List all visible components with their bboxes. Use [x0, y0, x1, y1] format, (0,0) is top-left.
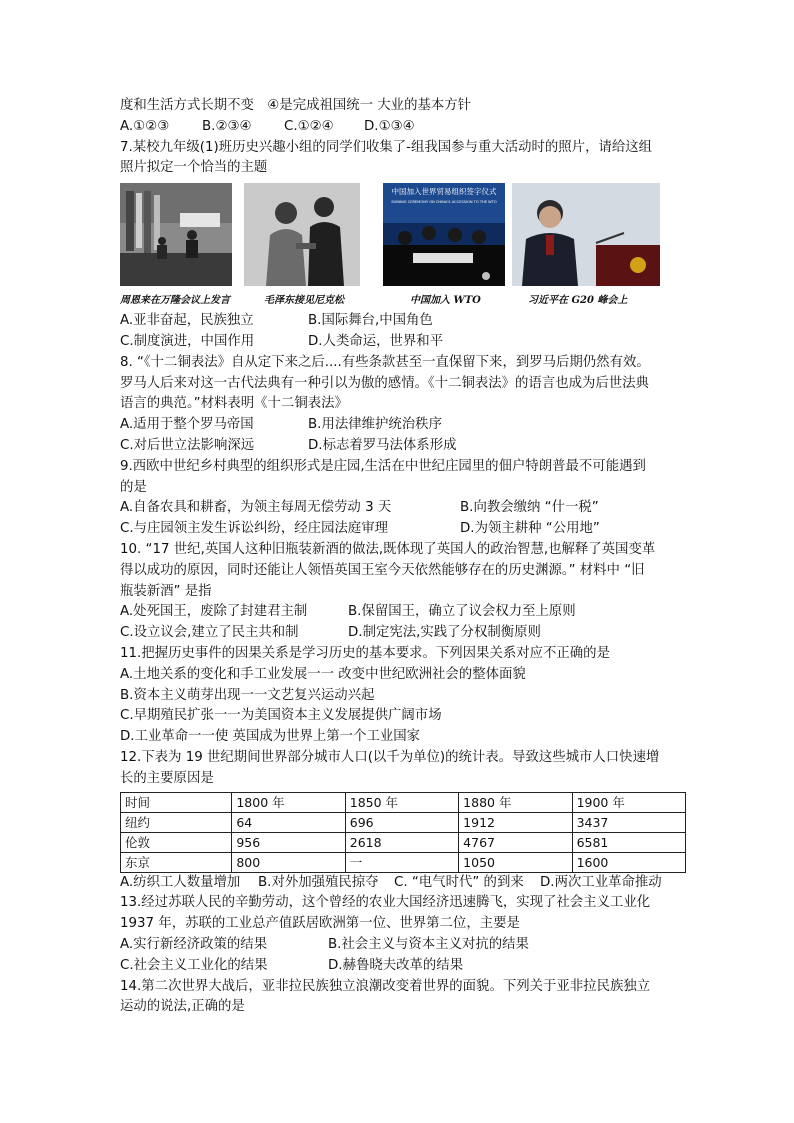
- option-row: [120, 935, 686, 956]
- photo-caption-3: 中国加入 WTO: [410, 295, 481, 307]
- table-cell: 3437: [572, 812, 685, 832]
- option-row: [120, 332, 686, 353]
- table-cell: 时间: [121, 792, 232, 812]
- table-cell: 一: [345, 852, 458, 872]
- option-a: A.土地关系的变化和手工业发展一一 改变中世纪欧洲社会的整体面貌: [120, 666, 526, 682]
- photo-caption-2: 毛泽东接见尼克松: [264, 295, 344, 307]
- photo-caption-4: 习近平在 G20 峰会上: [528, 295, 628, 307]
- option-a: A.处死国王，废除了封建君主制: [120, 604, 308, 620]
- option-a: A.适用于整个罗马帝国: [120, 417, 254, 433]
- question-14-stem: 14.第二次世界大战后，亚非拉民族独立浪潮改变着世界的面貌。下列关于亚非拉民族独立: [120, 978, 651, 994]
- option-a: A.纺织工人数量增加: [120, 874, 241, 890]
- text-line: 度和生活方式长期不变 ④是完成祖国统一 大业的基本方针: [120, 98, 472, 113]
- option-d: D.①③④: [364, 118, 415, 134]
- table-cell: 4767: [459, 832, 572, 852]
- question-12-stem: 12.下表为 19 世纪期间世界部分城市人口(以千为单位)的统计表。导致这些城市人口快速增: [120, 749, 660, 765]
- option-a: A.实行新经济政策的结果: [120, 936, 268, 952]
- option-b: B.向教会缴纳 “什一税”: [460, 500, 599, 516]
- option-d: D.人类命运，世界和平: [308, 333, 444, 349]
- photo-mao-nixon: [244, 183, 360, 286]
- option-c: C.设立议会,建立了民主共和制: [120, 625, 299, 641]
- table-cell: 1880 年: [459, 792, 572, 812]
- option-d: D.标志着罗马法体系形成: [308, 437, 457, 453]
- table-cell: 1600: [572, 852, 685, 872]
- option-row: [120, 519, 686, 540]
- option-a: A.①②③: [120, 118, 170, 134]
- option-row: [120, 117, 686, 138]
- option-b: B.对外加强殖民掠夺: [258, 874, 379, 890]
- option-row: [120, 311, 686, 332]
- question-12-stem-cont: 长的主要原因是: [120, 770, 214, 786]
- option-d: D.赫鲁晓夫改革的结果: [328, 957, 464, 973]
- question-7-stem-cont: 照片拟定一个恰当的主题: [120, 160, 268, 176]
- photo-strip: [120, 181, 686, 311]
- table-cell: 1900 年: [572, 792, 685, 812]
- photo-caption-1: 周恩来在万隆会议上发言: [120, 295, 230, 307]
- option-d: D.工业革命一一使 英国成为世界上第一个工业国家: [120, 729, 421, 745]
- option-c: C. “电气时代” 的到来: [394, 874, 524, 890]
- option-b: B.②③④: [202, 118, 252, 134]
- question-9-stem: 9.西欧中世纪乡村典型的组织形式是庄园,生活在中世纪庄园里的佃户特朗普最不可能遇到: [120, 458, 646, 474]
- photo-wto: [383, 183, 505, 286]
- table-cell: 1050: [459, 852, 572, 872]
- photo-bandung: [120, 183, 232, 286]
- population-table: [120, 792, 686, 873]
- option-row: [120, 623, 686, 644]
- table-cell: 956: [232, 832, 345, 852]
- option-row: [120, 873, 686, 894]
- wto-banner-subtext: SIGNING CEREMONY ON CHINA'S ACCESSION TO THE WTO: [391, 200, 497, 205]
- table-cell: 800: [232, 852, 345, 872]
- option-row: [120, 602, 686, 623]
- option-row: [120, 415, 686, 436]
- option-c: C.与庄园领主发生诉讼纠纷，经庄园法庭审理: [120, 521, 389, 537]
- table-row: [121, 832, 686, 852]
- question-8-stem-cont: 语言的典范。”材料表明《十二铜表法》: [120, 396, 348, 412]
- option-b: B.用法律维护统治秩序: [308, 417, 442, 433]
- table-cell: 696: [345, 812, 458, 832]
- question-10-stem-cont: 得以成功的原因，同时还能让人领悟英国王室今天依然能够存在的历史渊源。” 材料中 “旧: [120, 562, 645, 578]
- table-cell: 纽约: [121, 812, 232, 832]
- option-a: A.亚非奋起，民族独立: [120, 313, 254, 329]
- photo-g20: [512, 183, 660, 286]
- table-cell: 1912: [459, 812, 572, 832]
- option-row: [120, 436, 686, 457]
- option-d: D.两次工业革命推动: [540, 874, 662, 890]
- table-cell: 64: [232, 812, 345, 832]
- option-row: [120, 498, 686, 519]
- option-d: D.制定宪法,实践了分权制衡原则: [348, 625, 541, 641]
- table-cell: 6581: [572, 832, 685, 852]
- option-row: [120, 956, 686, 977]
- question-8-stem-cont: 罗马人后来对这一古代法典有一种引以为傲的感情。《十二铜表法》的语言也成为后世法典: [120, 375, 649, 391]
- question-11-stem: 11.把握历史事件的因果关系是学习历史的基本要求。下列因果关系对应不正确的是: [120, 645, 610, 661]
- option-a: A.自备农具和耕畜，为领主每周无偿劳动 3 天: [120, 500, 392, 516]
- question-10-stem-cont: 瓶装新酒” 是指: [120, 583, 212, 599]
- option-c: C.早期殖民扩张一一为美国资本主义发展提供广阔市场: [120, 708, 442, 724]
- question-14-stem-cont: 运动的说法,正确的是: [120, 999, 245, 1015]
- table-cell: 东京: [121, 852, 232, 872]
- question-13-stem: 13.经过苏联人民的辛勤劳动，这个曾经的农业大国经济迅速腾飞，实现了社会主义工业化: [120, 895, 651, 911]
- question-13-stem-cont: 1937 年，苏联的工业总产值跃居欧洲第一位、世界第二位，主要是: [120, 916, 520, 932]
- question-10-stem: 10. “17 世纪,英国人这种旧瓶装新酒的做法,既体现了英国人的政治智慧,也解释了英国变革: [120, 541, 656, 557]
- table-row: [121, 852, 686, 872]
- wto-banner-text: 中国加入世界贸易组织签字仪式: [391, 187, 497, 197]
- question-7-stem: 7.某校九年级(1)班历史兴趣小组的同学们收集了-组我国参与重大活动时的照片，请给这组: [120, 139, 653, 155]
- option-b: B.国际舞台,中国角色: [308, 313, 433, 329]
- table-row: [121, 792, 686, 812]
- table-cell: 伦敦: [121, 832, 232, 852]
- question-9-stem-cont: 的是: [120, 479, 147, 495]
- table-cell: 1850 年: [345, 792, 458, 812]
- option-c: C.社会主义工业化的结果: [120, 957, 268, 973]
- question-8-stem: 8. “《十二铜表法》自从定下来之后....有些条款甚至一直保留下来，到罗马后期仍然有效。: [120, 354, 650, 370]
- option-c: C.制度演进，中国作用: [120, 333, 255, 349]
- table-row: [121, 812, 686, 832]
- option-b: B.资本主义萌芽出现一一文艺复兴运动兴起: [120, 687, 375, 703]
- option-c: C.对后世立法影响深远: [120, 437, 255, 453]
- option-b: B.保留国王，确立了议会权力至上原则: [348, 604, 576, 620]
- option-d: D.为领主耕种 “公用地”: [460, 521, 600, 537]
- option-c: C.①②④: [284, 118, 334, 134]
- exam-page: [120, 96, 686, 1018]
- option-b: B.社会主义与资本主义对抗的结果: [328, 936, 529, 952]
- table-cell: 1800 年: [232, 792, 345, 812]
- table-cell: 2618: [345, 832, 458, 852]
